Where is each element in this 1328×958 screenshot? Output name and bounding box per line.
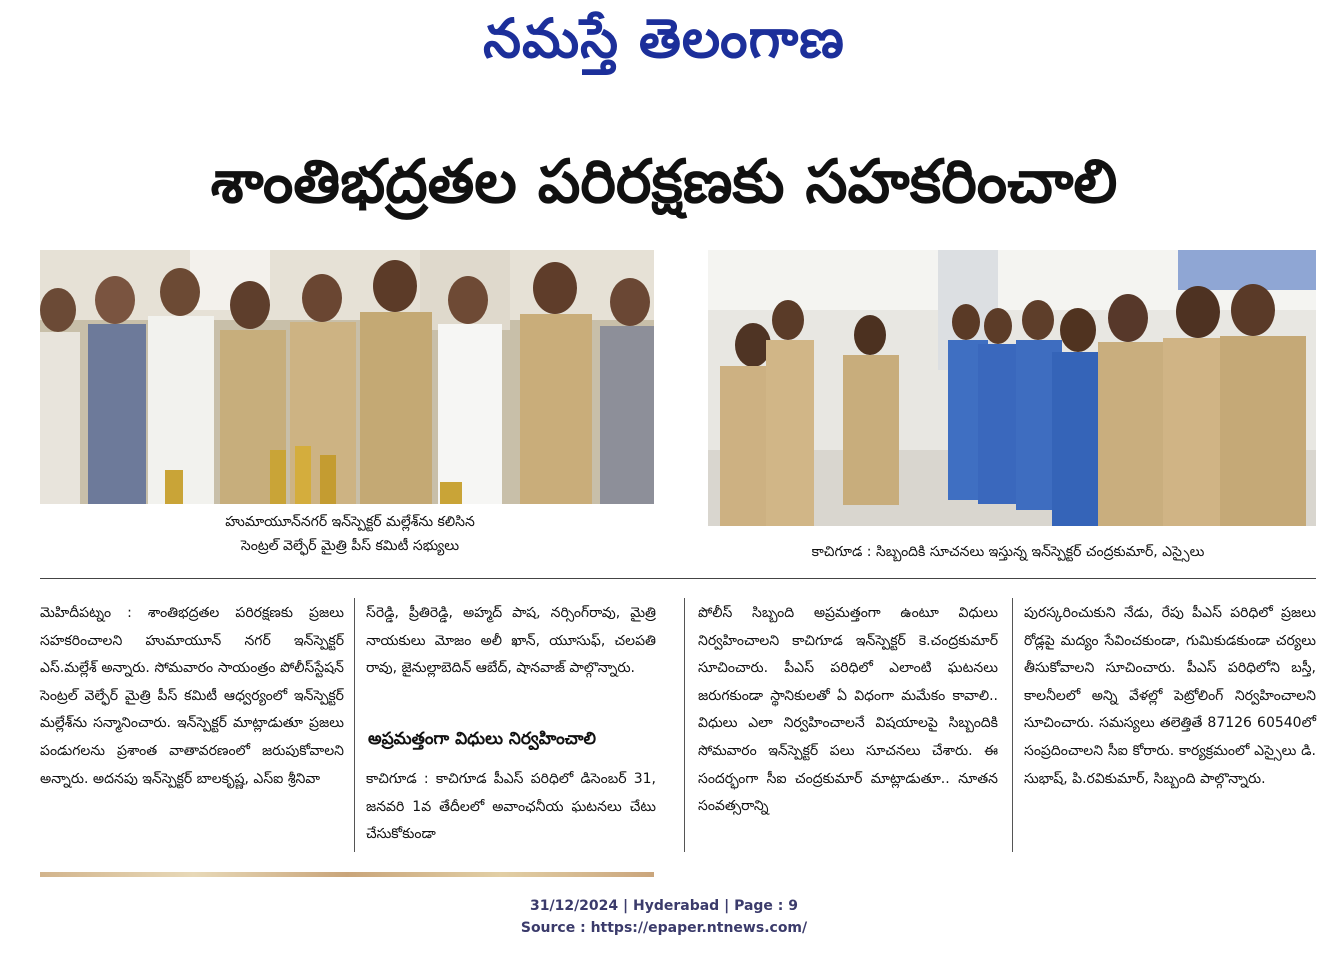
article1-body-part1: మెహిదీపట్నం : శాంతిభద్రతల పరిరక్షణకు ప్రజలు సహకరించాలని హుమాయూన్ నగర్ ఇన్‌స్పెక్టర్ ఎస్.మల్లేశ్ అన్నారు. సోమవారం సాయంత్రం పోలీస్‌స్టేషన్ సెంట్రల్ వెల్ఫేర్ మైత్రి పీస్ కమిటీ ఆధ్వర్యంలో ఇన్‌స్పెక్టర్ మల్లేశ్‌ను సన్మానించారు. ఇన్‌స్పెక్టర్ మాట్లాడుతూ ప్రజలు పండుగలను ప్రశాంత వాతావరణంలో జరుపుకోవాలని అన్నారు. అదనపు ఇన్‌స్పెక్టర్ బాలకృష్ణ, ఎస్‌ఐ శ్రీనివా bbox=[40, 605, 344, 787]
article1-column1 bbox=[40, 600, 344, 793]
article2-body-part3: పురస్కరించుకుని నేడు, రేపు పీఎస్ పరిధిలో ప్రజలు రోడ్లపై మద్యం సేవించకుండా, గుమికుడకుండా చర్యలు తీసుకోవాలని సూచించారు. పీఎస్ పరిధిలోని బస్తీ, కాలనీలలో అన్ని వేళల్లో పెట్రోలింగ్ నిర్వహించాలని సూచించారు. సమస్యలు తలెత్తితే 87126 60540లో సంప్రదించాలని సీఐ కోరారు. కార్యక్రమంలో ఎస్సైలు డి. సుభాష్, పి.రవికుమార్, సిబ్బంది పాల్గొన్నారు. bbox=[1024, 605, 1316, 787]
photo-caption-left-line2: సెంట్రల్ వెల్ఫేర్ మైత్రి పీస్ కమిటీ సభ్యులు bbox=[240, 538, 460, 554]
column-divider bbox=[684, 598, 685, 852]
column-divider bbox=[354, 598, 355, 852]
article2-column2 bbox=[366, 766, 656, 849]
masthead-logo: నమస్తే తెలంగాణ bbox=[483, 7, 845, 70]
photo-police-briefing bbox=[708, 250, 1316, 526]
photo-caption-right: కాచిగూడ : సిబ్బందికి సూచనలు ఇస్తున్న ఇన్‌స్పెక్టర్ చంద్రకుమార్, ఎస్సైలు bbox=[811, 544, 1205, 560]
photo-committee-members bbox=[40, 250, 654, 504]
photo-caption-left-line1: హుమాయూన్‌నగర్ ఇన్‌స్పెక్టర్ మల్లేశ్‌ను కలిసిన bbox=[225, 514, 475, 530]
article2-column4 bbox=[1024, 600, 1316, 793]
section-divider bbox=[40, 578, 1316, 579]
article2-subhead: అప్రమత్తంగా విధులు నిర్వహించాలి bbox=[368, 729, 596, 749]
ad-strip bbox=[40, 872, 654, 877]
column-divider bbox=[1012, 598, 1013, 852]
photo-committee-members-image bbox=[40, 250, 654, 504]
article2-column3 bbox=[698, 600, 998, 821]
footer-source-link[interactable]: Source : https://epaper.ntnews.com/ bbox=[520, 920, 808, 936]
photo-caption-left bbox=[120, 510, 580, 558]
article2-body-part2: పోలీస్ సిబ్బంది అప్రమత్తంగా ఉంటూ విధులు నిర్వహించాలని కాచిగూడ ఇన్‌స్పెక్టర్ కె.చంద్రకుమార్ సూచించారు. పీఎస్ పరిధిలో ఎలాంటి ఘటనలు జరుగకుండా స్థానికులతో ఏ విధంగా మమేకం కావాలి.. విధులు ఎలా నిర్వహించాలనే విషయాలపై సిబ్బందికి సోమవారం ఇన్‌స్పెక్టర్ పలు సూచనలు చేశారు. ఈ సందర్భంగా సీఐ చంద్రకుమార్ మాట్లాడుతూ.. నూతన సంవత్సరాన్ని bbox=[698, 605, 998, 815]
article1-body-part2: స్‌రెడ్డి, ప్రీతిరెడ్డి, అహ్మద్ పాష, నర్సింగ్‌రావు, మైత్రి నాయకులు మోజం అలీ ఖాన్, యూసుఫ్, చలపతి రావు, జైనుల్లాబెదిన్ ఆబేద్, షానవాజ్ పాల్గొన్నారు. bbox=[366, 605, 656, 677]
article2-body-part1: కాచిగూడ : కాచిగూడ పీఎస్ పరిధిలో డిసెంబర్ 31, జనవరి 1వ తేదీలలో అవాంఛనీయ ఘటనలు చేటు చేసుకోకుండా bbox=[366, 771, 656, 843]
page-headline: శాంతిభద్రతల పరిరక్షణకు సహకరించాలి bbox=[210, 147, 1118, 217]
photo-police-briefing-image bbox=[708, 250, 1316, 526]
footer-date-page: 31/12/2024 | Hyderabad | Page : 9 bbox=[529, 898, 799, 914]
article1-column2 bbox=[366, 600, 656, 683]
